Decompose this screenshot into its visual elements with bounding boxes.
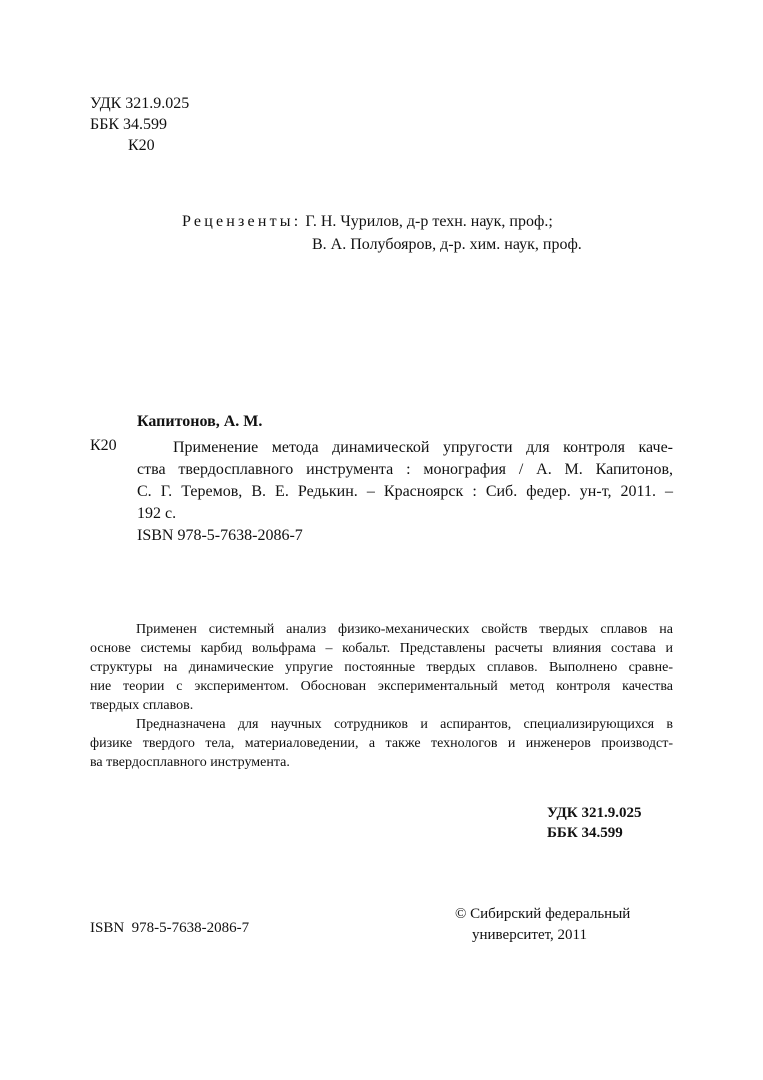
reviewers-label: Рецензенты: [182, 213, 302, 230]
description-line: ства твердосплавного инструмента : монография / А. М. Капитонов, [137, 461, 673, 478]
description-line: Применение метода динамической упругости для контроля каче- [173, 439, 673, 456]
abstract-line: твердых сплавов. [90, 698, 194, 713]
description-line: 192 с. [137, 505, 177, 522]
description-line: С. Г. Теремов, В. Е. Редькин. – Красноярск : Сиб. федер. ун-т, 2011. – [137, 483, 673, 500]
abstract [90, 620, 673, 772]
abstract-line: основе системы карбид вольфрама – кобальт. Представлены расчеты влияния состава и [90, 641, 673, 656]
author-heading: Капитонов, А. М. [137, 413, 263, 430]
footer-isbn: ISBN 978-5-7638-2086-7 [90, 920, 250, 936]
abstract-line: ва твердосплавного инструмента. [90, 755, 290, 770]
bbk-code: ББК 34.599 [90, 116, 168, 133]
abstract-line: структуры на динамические упругие постоянные твердых сплавов. Выполнено сравне- [90, 660, 673, 675]
classification-header [90, 93, 189, 156]
reviewers-block [182, 210, 582, 256]
isbn-line: ISBN 978-5-7638-2086-7 [137, 527, 303, 544]
bibliographic-description [137, 437, 673, 547]
abstract-line: Предназначена для научных сотрудников и аспирантов, специализирующихся в [136, 717, 673, 732]
footer-bbk: ББК 34.599 [547, 825, 623, 841]
abstract-line: ние теории с экспериментом. Обоснован экспериментальный метод контроля качества [90, 679, 673, 694]
abstract-line: физике твердого тела, материаловедении, а также технологов и инженеров производст- [90, 736, 673, 751]
author-cipher: К20 [128, 137, 155, 154]
copyright-line-2: университет, 2011 [472, 927, 587, 943]
abstract-line: Применен системный анализ физико-механических свойств твердых сплавов на [136, 622, 673, 637]
reviewer-2: В. А. Полубояров, д-р. хим. наук, проф. [312, 236, 582, 253]
bibliography-cipher: К20 [90, 437, 117, 454]
copyright-notice [455, 904, 630, 946]
copyright-line-1: © Сибирский федеральный [455, 906, 631, 922]
footer-udk: УДК 321.9.025 [547, 805, 642, 821]
reviewer-1: Г. Н. Чурилов, д-р техн. наук, проф.; [305, 213, 553, 230]
footer-classification [547, 803, 641, 843]
udk-code: УДК 321.9.025 [90, 95, 190, 112]
